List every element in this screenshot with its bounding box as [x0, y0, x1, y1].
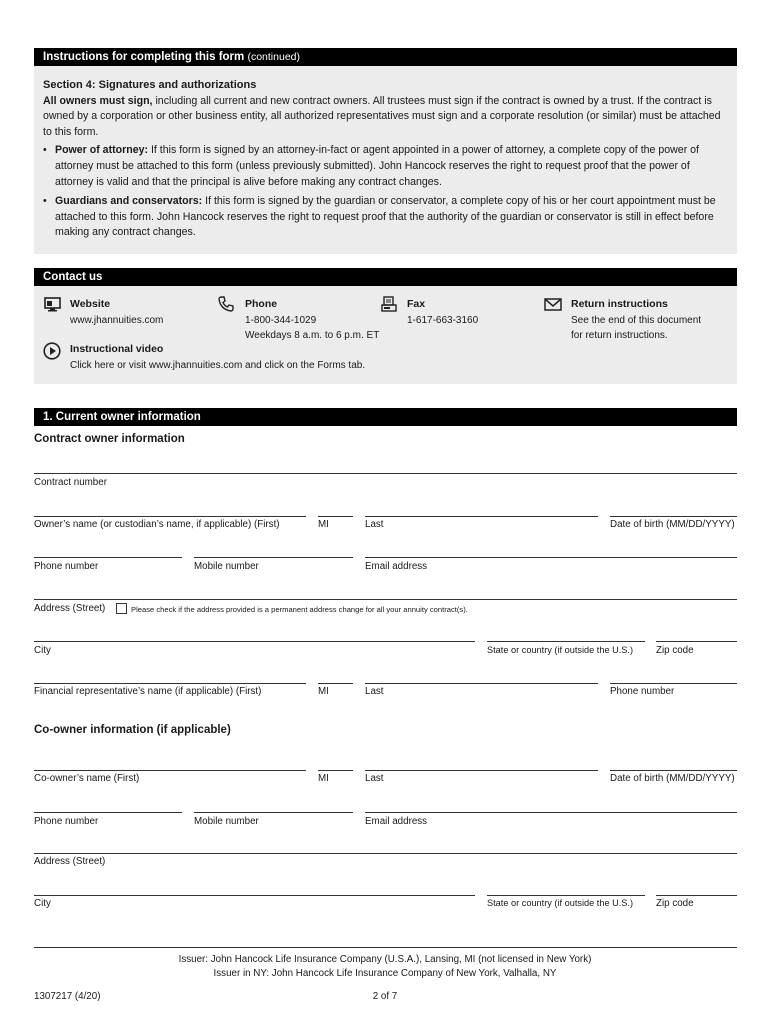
owner-dob-field[interactable] [610, 516, 737, 517]
co-zip-field[interactable] [656, 895, 737, 896]
instructions-list [43, 143, 727, 241]
owner-mobile-field[interactable] [194, 557, 353, 558]
contact-title: Contact us [43, 271, 103, 283]
co-first-label: Co-owner’s name (First) [34, 773, 140, 784]
co-mobile-label: Mobile number [194, 816, 259, 827]
co-mi-label: MI [318, 773, 329, 784]
co-mobile-field[interactable] [194, 812, 353, 813]
owner-mobile-label: Mobile number [194, 561, 259, 572]
contract-number-label: Contract number [34, 477, 107, 488]
monitor-icon [44, 297, 61, 312]
fax-title: Fax [407, 298, 426, 310]
owner-mi-label: MI [318, 519, 329, 530]
list-item: • Guardians and conservators: If this form is signed by the guardian or conservator, a complete copy of his or her court appointment must be attached to this form. John Hancock reserves the right to request proof that the authority of the guardian or conservator is still in effect before making any contract changes. [43, 194, 727, 241]
owner-zip-field[interactable] [656, 641, 737, 642]
instructions-panel [34, 66, 737, 254]
owner-email-label: Email address [365, 561, 428, 572]
coowner-heading: Co-owner information (if applicable) [34, 724, 231, 736]
rep-mi-label: MI [318, 686, 329, 697]
envelope-icon [544, 298, 562, 311]
owner-email-field[interactable] [365, 557, 737, 558]
owner-city-field[interactable] [34, 641, 475, 642]
instructions-paragraph: All owners must sign, including all current and new contract owners. All trustees must sign if the contract is owned by a trust. If the contract is owned by a corporation or other business entity, all authorized representatives must sign and a corporate resolution (or similar) must be attached to this form. [43, 94, 721, 138]
section1-header [34, 408, 737, 426]
co-dob-field[interactable] [610, 770, 737, 771]
form-number: 1307217 (4/20) [34, 991, 101, 1002]
return-line2: for return instructions. [571, 330, 668, 341]
phone-block [245, 297, 379, 344]
video-link[interactable]: Click here or visit www.jhannuities.com and click on the Forms tab. [70, 359, 366, 371]
contract-number-field[interactable] [34, 473, 737, 474]
list-item: • Power of attorney: If this form is signed by an attorney-in-fact or agent appointed in a power of attorney, a complete copy of the power of attorney must be attached to this form (unless previously submitted). John Hancock reserves the right to request proof that the power of attorney is valid and that the principal is alive before making any contract changes. [43, 143, 727, 190]
rep-first-label: Financial representative’s name (if applicable) (First) [34, 686, 262, 697]
owner-first-label: Owner’s name (or custodian’s name, if applicable) (First) [34, 519, 280, 530]
video-block [70, 342, 365, 373]
co-mi-field[interactable] [318, 770, 353, 771]
co-email-field[interactable] [365, 812, 737, 813]
co-city-label: City [34, 898, 51, 909]
phone-hours: Weekdays 8 a.m. to 6 p.m. ET [245, 330, 380, 341]
phone-icon [218, 296, 234, 312]
website-block [70, 297, 163, 328]
co-phone-field[interactable] [34, 812, 182, 813]
rep-mi-field[interactable] [318, 683, 353, 684]
co-state-field[interactable] [487, 895, 645, 896]
owner-address-label: Address (Street) [34, 603, 106, 614]
co-phone-label: Phone number [34, 816, 99, 827]
website-link[interactable]: www.jhannuities.com [70, 314, 164, 326]
return-block [571, 297, 701, 344]
return-title: Return instructions [571, 298, 668, 310]
co-last-label: Last [365, 773, 384, 784]
co-zip-label: Zip code [656, 898, 694, 909]
rep-phone-label: Phone number [610, 686, 675, 697]
owner-city-label: City [34, 645, 51, 656]
owner-last-field[interactable] [365, 516, 598, 517]
rep-last-label: Last [365, 686, 384, 697]
footer-divider [34, 947, 737, 948]
co-state-label: State or country (if outside the U.S.) [487, 898, 634, 908]
instructions-continued: (continued) [247, 51, 300, 63]
rep-last-field[interactable] [365, 683, 598, 684]
owner-address-field[interactable] [34, 599, 737, 600]
co-first-field[interactable] [34, 770, 306, 771]
co-dob-label: Date of birth (MM/DD/YYYY) [610, 773, 735, 784]
owner-dob-label: Date of birth (MM/DD/YYYY) [610, 519, 735, 530]
co-address-label: Address (Street) [34, 856, 106, 867]
fax-number: 1-617-663-3160 [407, 314, 479, 326]
owner-zip-label: Zip code [656, 645, 694, 656]
owner-last-label: Last [365, 519, 384, 530]
video-title: Instructional video [70, 343, 164, 355]
co-address-field[interactable] [34, 853, 737, 854]
owner-state-label: State or country (if outside the U.S.) [487, 645, 634, 655]
owner-heading: Contract owner information [34, 433, 185, 445]
issuer-line-2: Issuer in NY: John Hancock Life Insurance Company of New York, Valhalla, NY [213, 968, 557, 979]
owner-mi-field[interactable] [318, 516, 353, 517]
owner-first-field[interactable] [34, 516, 306, 517]
instructions-title: Instructions for completing this form [43, 51, 245, 63]
owner-phone-field[interactable] [34, 557, 182, 558]
contact-header [34, 268, 737, 286]
address-change-checkbox[interactable] [116, 603, 127, 614]
section-heading: Section 4: Signatures and authorizations [43, 79, 257, 91]
issuer-line-1: Issuer: John Hancock Life Insurance Company (U.S.A.), Lansing, MI (not licensed in New York) [178, 954, 592, 965]
co-last-field[interactable] [365, 770, 598, 771]
fax-icon [381, 296, 397, 313]
phone-number[interactable]: 1-800-344-1029 [245, 314, 317, 326]
play-icon[interactable] [43, 342, 61, 360]
owner-state-field[interactable] [487, 641, 645, 642]
co-city-field[interactable] [34, 895, 475, 896]
website-title: Website [70, 298, 111, 310]
rep-phone-field[interactable] [610, 683, 737, 684]
co-email-label: Email address [365, 816, 428, 827]
section1-title: 1. Current owner information [43, 411, 201, 423]
phone-title: Phone [245, 298, 278, 310]
instructions-header [34, 48, 737, 66]
rep-first-field[interactable] [34, 683, 306, 684]
address-change-label: Please check if the address provided is a permanent address change for all your annuity contract(s). [131, 605, 468, 614]
fax-block [407, 297, 478, 328]
return-line1: See the end of this document [571, 314, 702, 326]
page-number: 2 of 7 [372, 991, 398, 1002]
owner-phone-label: Phone number [34, 561, 99, 572]
